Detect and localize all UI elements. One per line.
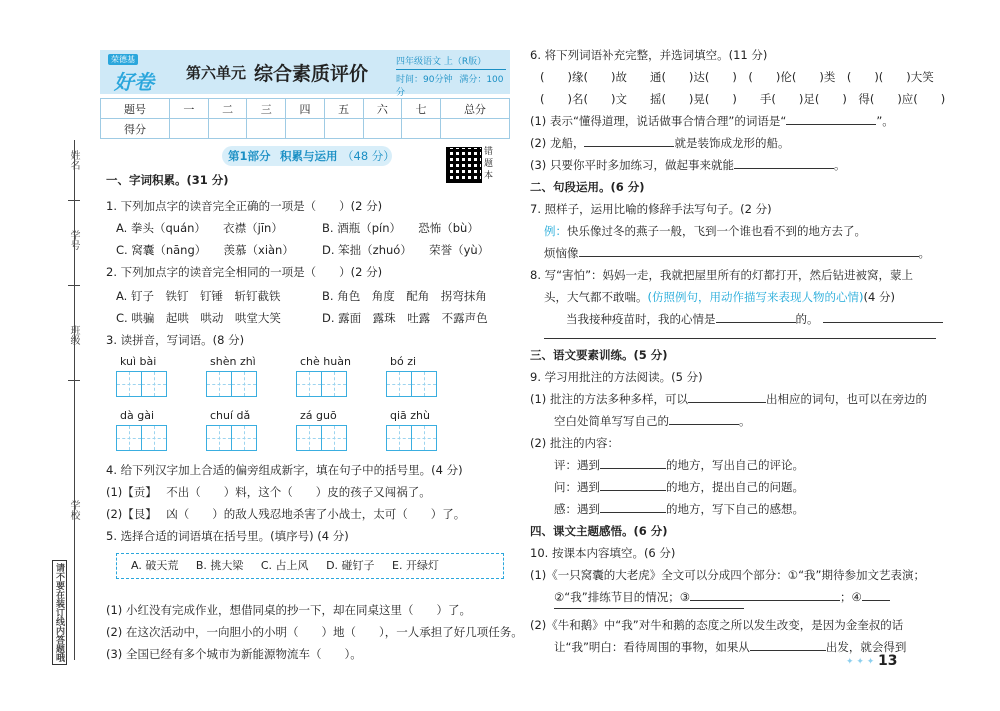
answer-blank[interactable] [688,390,766,403]
part-banner [222,146,395,166]
q9-point-1-end: 的地方，写出自己的评论。 [666,458,804,472]
answer-blank[interactable] [600,500,666,513]
answer-line[interactable] [544,338,936,339]
right-column [530,46,946,656]
answer-blank[interactable] [584,134,674,147]
star-decoration: ✦ ✦ ✦ [846,657,875,667]
q9-item-1-end: 。 [739,414,751,428]
time-info [396,72,506,98]
time-label: 时间：90分钟 [396,75,453,85]
name-blank [68,200,80,201]
q9-point-2 [554,478,804,496]
q1-option-b: B. 酒瓶（pín） 恐怖（bù） [322,221,479,235]
q10-item-2-end: 出发，就会得到 [825,640,907,654]
score-input[interactable] [363,119,402,139]
q8-text: 头，大气都不敢喘。 [544,290,648,304]
brand-logo [108,54,178,94]
q6-row-2: ( )名( )文 摇( )晃( ) 手( )足( ) 得( )应( ) [540,92,946,106]
q5-item-2: (2) 在这次活动中，一向胆小的小明（ ）地（ ），一人承担了好几项任务。 [106,625,523,639]
page-number: 13 [878,653,898,669]
q8-points: (4 分) [863,290,895,304]
q7-example [544,222,866,240]
word-option: C. 占上风 [260,559,309,572]
name-label: 姓名 [68,150,79,170]
table-cell: 七 [402,99,441,119]
question-3: 3. 读拼音，写词语。(8 分) [106,333,245,347]
q1-option-c: C. 窝囊（nāng） 羡慕（xiàn） [116,243,294,257]
part-points: （48 分） [342,149,395,163]
q9-point-1-text: 评：遇到 [554,458,600,472]
table-cell: 总分 [440,99,509,119]
word-option: D. 碰钉子 [326,559,375,572]
q9-point-2-end: 的地方，提出自己的问题。 [666,480,804,494]
q10-item-1-cont [554,588,890,606]
q7-prompt: 烦恼像 [544,246,579,260]
q1-option-d: D. 笨拙（zhuó） 荣誉（yù） [322,243,490,257]
q4-item-1: (1)【贡】 不出（ ）料，这个（ ）皮的孩子又闯祸了。 [106,485,431,499]
q10-item-1-end: ；④ [840,590,862,604]
score-table-score-row [101,119,510,139]
score-input[interactable] [440,119,509,139]
answer-blank[interactable] [862,588,890,601]
pinyin-5: dà gài [120,409,154,422]
q9-point-3-end: 的地方，写下自己的感想。 [666,502,804,516]
q10-item-2: (2)《牛和鹅》中“我”对牛和鹅的态度之所以发生改变，是因为金奎叔的话 [530,618,904,632]
grade-info [396,54,506,98]
binding-line [74,140,76,660]
write-grid[interactable] [206,371,256,400]
example-text: 快乐像过冬的燕子一般，飞到一个谁也看不到的地方去了。 [567,224,866,238]
pinyin-7: zá guō [300,409,337,422]
unit-title: 第六单元 [186,64,247,82]
answer-blank[interactable] [600,456,666,469]
answer-blank[interactable] [579,244,919,257]
full-score-label: 满分：100分 [396,75,504,98]
q9-item-1-text-2: 空白处简单写写自己的 [554,414,669,428]
table-cell: 六 [363,99,402,119]
answer-blank[interactable] [600,478,666,491]
score-input[interactable] [402,119,441,139]
brand-logo-text: 好卷 [114,70,154,94]
q5-item-1: (1) 小红没有完成作业，想借同桌的抄一下，却在同桌这里（ ）了。 [106,603,471,617]
pinyin-2: shèn zhì [210,355,256,368]
table-cell: 三 [247,99,286,119]
pinyin-1: kuì bài [120,355,157,368]
q2-option-d: D. 露面 露珠 吐露 不露声色 [322,311,488,325]
answer-blank[interactable] [690,588,840,601]
answer-line[interactable] [554,608,744,609]
table-cell: 题号 [101,99,170,119]
table-cell: 一 [170,99,209,119]
q8-answer-text: 当我接种疫苗时，我的心情是 [566,312,716,326]
question-10: 10. 按课本内容填空。(6 分) [530,546,676,560]
table-cell: 五 [324,99,363,119]
question-1: 1. 下列加点字的读音完全正确的一项是（ ）(2 分) [106,199,383,213]
q6-item-1-end: ”。 [876,114,894,128]
school-label: 学校 [68,500,79,520]
section-3-heading: 三、语文要素训练。(5 分) [530,348,668,362]
q2-option-c: C. 哄骗 起哄 哄动 哄堂大笑 [116,311,281,325]
q6-item-2 [530,134,789,152]
question-5: 5. 选择合适的词语填在括号里。(填序号) (4 分) [106,529,349,543]
score-input[interactable] [170,119,209,139]
word-option: E. 开绿灯 [392,559,439,572]
section-2-heading: 二、句段运用。(6 分) [530,180,645,194]
question-7: 7. 照样子，运用比喻的修辞手法写句子。(2 分) [530,202,772,216]
section-4-heading: 四、课文主题感悟。(6 分) [530,524,668,538]
score-input[interactable] [324,119,363,139]
question-2: 2. 下列加点字的读音完全相同的一项是（ ）(2 分) [106,265,383,279]
score-input[interactable] [247,119,286,139]
answer-blank[interactable] [823,310,943,323]
q9-item-1-text: (1) 批注的方法多种多样，可以 [530,392,688,406]
student-id-label: 学号 [68,230,79,250]
answer-blank[interactable] [786,112,876,125]
qr-label: 错题本 [484,147,494,181]
write-grid[interactable] [116,425,166,454]
page-title: 综合素质评价 [254,63,369,85]
q7-answer [544,244,930,262]
q6-item-2-end: 就是装饰成龙形的船。 [674,136,790,150]
q9-item-2: (2) 批注的内容： [530,436,619,450]
q1-option-a: A. 拳头（quán） 衣襟（jīn） [116,221,283,235]
class-blank [68,380,80,381]
write-grid[interactable] [296,371,346,400]
q9-item-1-mid: 出相应的词句，也可以在旁边的 [765,392,927,406]
table-cell: 二 [208,99,247,119]
q8-answer-1 [566,310,943,328]
q6-item-3 [530,156,845,174]
q6-item-1 [530,112,894,130]
header-banner [100,50,510,98]
write-grid[interactable] [386,371,436,400]
score-table [100,98,510,139]
word-choice-box [116,553,504,579]
q9-point-3-text: 感：遇到 [554,502,600,516]
q9-item-1-cont [554,412,751,430]
part-number: 第1部分 [228,149,271,163]
q6-item-2-text: (2) 龙船， [530,136,585,150]
q9-point-3 [554,500,804,518]
binding-strip [0,0,86,711]
q2-option-a: A. 钉子 铁钉 钉锤 斩钉截铁 [116,289,281,303]
q8-line-2 [544,288,895,306]
q10-item-1-text: ②“我”排练节目的情况；③ [554,590,691,604]
answer-blank[interactable] [734,156,834,169]
q9-point-1 [554,456,804,474]
question-8: 8. 写“害怕”：妈妈一走，我就把屋里所有的灯都打开，然后钻进被窝，蒙上 [530,268,914,282]
table-cell: 得分 [101,119,170,139]
class-label: 班级 [68,325,79,345]
q5-item-3: (3) 全国已经有多个城市为新能源物流车（ ）。 [106,647,362,661]
brand-small: 荣德基 [108,54,138,65]
q10-item-2-cont [554,638,906,656]
q10-item-1: (1)《一只窝囊的大老虎》全文可以分成四个部分：①“我”期待参加文艺表演； [530,568,926,582]
q9-item-1 [530,390,927,408]
question-9: 9. 学习用批注的方法阅读。(5 分) [530,370,703,384]
pinyin-4: bó zi [390,355,417,368]
answer-blank[interactable] [716,310,796,323]
score-input[interactable] [208,119,247,139]
pinyin-8: qiā zhù [390,409,430,422]
word-option: B. 挑大梁 [195,559,244,572]
pinyin-3: chè huàn [300,355,351,368]
left-column [106,171,523,661]
table-cell: 四 [286,99,325,119]
q6-item-1-text: (1) 表示“懂得道理，说话做事合情合理”的词语是“ [530,114,787,128]
pinyin-6: chuí dǎ [210,409,251,422]
write-grid[interactable] [296,425,346,454]
id-blank [68,285,80,286]
score-table-header-row [101,99,510,119]
example-label: 例： [544,224,567,238]
q8-answer-mid: 的。 [795,312,819,326]
q10-item-2-text: 让“我”明白：看待周围的事物，如果从 [554,640,750,654]
write-grid[interactable] [386,425,436,454]
q7-end: 。 [918,246,930,260]
write-grid[interactable] [206,425,256,454]
section-1-heading: 一、字词积累。(31 分) [106,173,229,187]
q8-hint: (仿照例句，用动作描写来表现人物的心情) [647,290,864,304]
score-input[interactable] [286,119,325,139]
q6-item-3-text: (3) 只要你平时多加练习，做起事来就能 [530,158,734,172]
answer-blank[interactable] [750,638,826,651]
word-option: A. 破天荒 [131,559,179,572]
q4-item-2: (2)【艮】 凶（ ）的敌人残忍地杀害了小战士，太可（ ）了。 [106,507,466,521]
binding-notice: 请不要在装订线内答题哦 [52,560,67,665]
part-title: 积累与运用 [280,149,338,163]
write-grid[interactable] [116,371,166,400]
question-6: 6. 将下列词语补充完整，并选词填空。(11 分) [530,48,768,62]
grade-label: 四年级语文 上（R版） [396,54,506,70]
q6-item-3-end: 。 [833,158,846,172]
q9-point-2-text: 问：遇到 [554,480,600,494]
question-4: 4. 给下列汉字加上合适的偏旁组成新字，填在句子中的括号里。(4 分) [106,463,463,477]
q2-option-b: B. 角色 角度 配角 拐弯抹角 [322,289,487,303]
answer-blank[interactable] [669,412,739,425]
q6-row-1: ( )缘( )故 通( )达( ) ( )伦( )类 ( )( )大笑 [540,70,934,84]
